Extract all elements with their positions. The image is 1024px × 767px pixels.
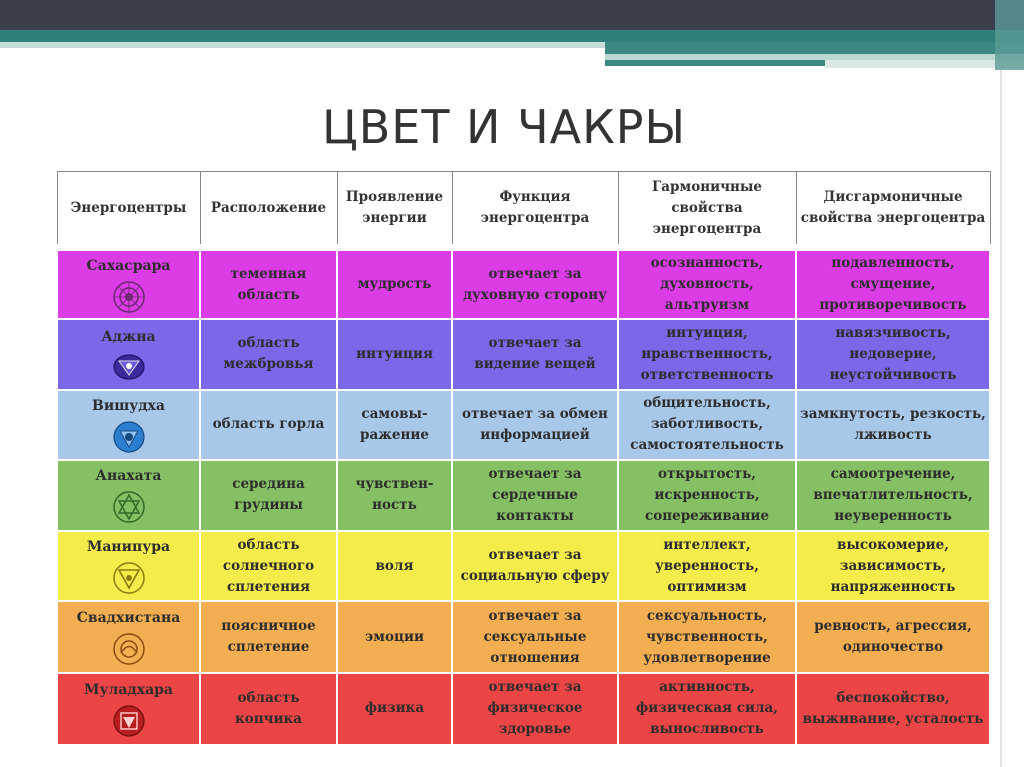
root-chakra-icon: [112, 704, 146, 738]
table-row: [57, 460, 990, 531]
chakra-cell: [57, 250, 200, 319]
header-harmonic: Гармоничные свойства энергоцентра: [618, 172, 796, 246]
chakra-name: Манипура: [86, 539, 171, 556]
header-location: Расположение: [200, 172, 337, 246]
header-disharmonic: Дисгармоничные свойства энергоцентра: [796, 172, 990, 246]
header-energy: Проявление энергии: [337, 172, 452, 246]
harmonic-cell: активность, физическая сила, выносливость: [618, 673, 796, 745]
chakra-name: Аджна: [101, 329, 156, 346]
table-row: [57, 601, 990, 672]
slide-accent-band: [0, 30, 1024, 42]
slide-light-band: [0, 42, 605, 48]
table-row: [57, 673, 990, 745]
throat-chakra-icon: [112, 420, 146, 454]
energy-cell: физика: [337, 673, 452, 745]
location-cell: поясничное сплетение: [200, 601, 337, 672]
function-cell: отвечает за обмен информацией: [452, 390, 618, 460]
location-cell: теменная область: [200, 250, 337, 319]
harmonic-cell: интуиция, нравственность, ответственность: [618, 319, 796, 389]
slide-corner-stripe: [995, 0, 1024, 70]
disharmonic-cell: беспокойство, выживание, усталость: [796, 673, 990, 745]
disharmonic-cell: замкнутость, резкость, лживость: [796, 390, 990, 460]
harmonic-cell: открытость, искренность, сопереживание: [618, 460, 796, 531]
energy-cell: чувствен-ность: [337, 460, 452, 531]
disharmonic-cell: ревность, агрессия, одиночество: [796, 601, 990, 672]
slide-top-bar: [0, 0, 1024, 30]
energy-cell: эмоции: [337, 601, 452, 672]
harmonic-cell: интеллект, уверенность, оптимизм: [618, 531, 796, 601]
disharmonic-cell: навязчивость, недоверие, неустойчивость: [796, 319, 990, 389]
table-row: [57, 250, 990, 319]
chakra-cell: [57, 673, 200, 745]
header-function: Функция энергоцентра: [452, 172, 618, 246]
function-cell: отвечает за физическое здоровье: [452, 673, 618, 745]
location-cell: область межбровья: [200, 319, 337, 389]
location-cell: область солнечного сплетения: [200, 531, 337, 601]
disharmonic-cell: самоотречение, впечатлительность, неуверенность: [796, 460, 990, 531]
chakra-cell: [57, 460, 200, 531]
chakra-name: Сахасрара: [86, 257, 171, 274]
chakra-name: Свадхистана: [76, 610, 181, 626]
slide-right-rule: [1000, 70, 1002, 767]
harmonic-cell: сексуальность, чувственность, удовлетворение: [618, 601, 796, 672]
harmonic-cell: осознанность, духовность, альтруизм: [618, 250, 796, 319]
energy-cell: мудрость: [337, 250, 452, 319]
chakra-cell: [57, 601, 200, 672]
table-row: [57, 390, 990, 460]
location-cell: область горла: [200, 390, 337, 460]
table-row: [57, 319, 990, 389]
harmonic-cell: общительность, заботливость, самостоятельность: [618, 390, 796, 460]
location-cell: область копчика: [200, 673, 337, 745]
heart-chakra-icon: [112, 490, 146, 524]
energy-cell: самовы-ражение: [337, 390, 452, 460]
function-cell: отвечает за видение вещей: [452, 319, 618, 389]
chakra-name: Анахата: [95, 468, 162, 485]
disharmonic-cell: подавленность, смущение, противоречивость: [796, 250, 990, 319]
chakra-name: Вишудха: [92, 397, 165, 414]
chakra-table: [56, 171, 991, 746]
function-cell: отвечает за сердечные контакты: [452, 460, 618, 531]
slide-title: ЦВЕТ И ЧАКРЫ: [322, 100, 687, 154]
chakra-name: Муладхара: [83, 681, 173, 698]
solar-plexus-icon: [112, 561, 146, 595]
energy-cell: воля: [337, 531, 452, 601]
chakra-cell: [57, 531, 200, 601]
table-row: [57, 531, 990, 601]
sacral-chakra-icon: [112, 632, 146, 666]
chakra-cell: [57, 319, 200, 389]
energy-cell: интуиция: [337, 319, 452, 389]
disharmonic-cell: высокомерие, зависимость, напряженность: [796, 531, 990, 601]
location-cell: середина грудины: [200, 460, 337, 531]
header-centers: Энергоцентры: [57, 172, 200, 246]
function-cell: отвечает за духовную сторону: [452, 250, 618, 319]
chakra-cell: [57, 390, 200, 460]
function-cell: отвечает за социальную сферу: [452, 531, 618, 601]
third-eye-icon: [112, 351, 146, 381]
lotus-icon: [112, 280, 146, 314]
function-cell: отвечает за сексуальные отношения: [452, 601, 618, 672]
